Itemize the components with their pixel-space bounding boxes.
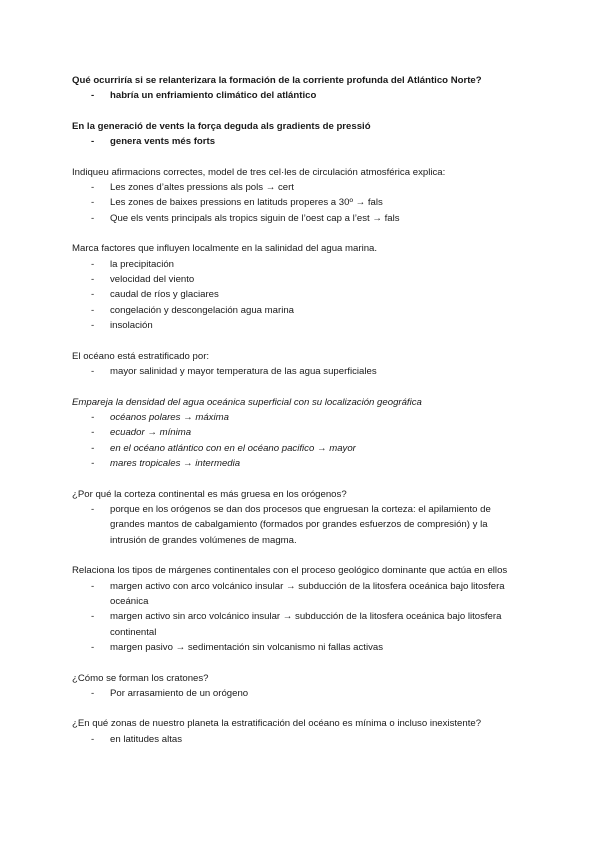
answer-item: - genera vents més forts — [72, 134, 512, 149]
answer-item: - océanos polares → máxima — [72, 410, 512, 425]
answer-list — [72, 502, 512, 548]
answer-item: - porque en los orógenos se dan dos procesos que engruesan la corteza: el apilamiento de grandes mantos de cabalgamiento (formados por grandes esfuerzos de compresión) y la intrusión de grandes volúmenes de magma. — [72, 502, 512, 548]
question-text: ¿En qué zonas de nuestro planeta la estratificación del océano es mínima o incluso inexistente? — [72, 718, 482, 730]
answer-item: - margen activo con arco volcánico insular → subducción de la litosfera oceánica bajo litosfera oceánica — [72, 579, 512, 610]
answer-list — [72, 686, 512, 701]
answer-item: - mares tropicales → intermedia — [72, 456, 512, 471]
question-text: El océano está estratificado por: — [72, 350, 210, 362]
question-text: Relaciona los tipos de márgenes continentales con el proceso geológico dominante que actúa en ellos — [72, 565, 508, 577]
question-block — [72, 487, 512, 549]
question-text: En la generació de vents la força deguda als gradients de pressió — [72, 120, 371, 132]
answer-item: - Que els vents principals als tropics siguin de l’oest cap a l’est → fals — [72, 211, 512, 226]
question-block — [72, 563, 512, 655]
answer-item: - habría un enfriamiento climático del atlántico — [72, 88, 512, 103]
question-block — [72, 716, 512, 747]
answer-item: - caudal de ríos y glaciares — [72, 287, 512, 302]
answer-item: - Les zones d’altes pressions als pols → cert — [72, 180, 512, 195]
answer-item: - mayor salinidad y mayor temperatura de las agua superficiales — [72, 364, 512, 379]
answer-list — [72, 134, 512, 149]
answer-list — [72, 88, 512, 103]
answer-item: - la precipitación — [72, 257, 512, 272]
answer-item: - ecuador → mínima — [72, 425, 512, 440]
answer-list — [72, 180, 512, 226]
answer-item: - margen pasivo → sedimentación sin volcanismo ni fallas activas — [72, 640, 512, 655]
answer-list — [72, 410, 512, 472]
question-block — [72, 349, 512, 380]
question-block — [72, 119, 512, 150]
answer-item: - insolación — [72, 318, 512, 333]
question-block — [72, 671, 512, 702]
question-text: Qué ocurriría si se relanterizara la formación de la corriente profunda del Atlántico Norte? — [72, 75, 482, 86]
answer-item: - Les zones de baixes pressions en latituds properes a 30º → fals — [72, 195, 512, 210]
question-text: ¿Cómo se forman los cratones? — [72, 672, 209, 684]
answer-item: - en el océano atlántico con en el océano pacifico → mayor — [72, 441, 512, 456]
answer-item: - Por arrasamiento de un orógeno — [72, 686, 512, 701]
question-text: Indiqueu afirmacions correctes, model de tres cel·les de circulación atmosférica explica: — [72, 166, 446, 178]
question-block — [72, 241, 512, 333]
answer-item: - congelación y descongelación agua marina — [72, 303, 512, 318]
answer-list — [72, 579, 512, 656]
answer-list — [72, 732, 512, 747]
question-text: Marca factores que influyen localmente en la salinidad del agua marina. — [72, 243, 378, 255]
question-block — [72, 395, 512, 472]
question-text: Empareja la densidad del agua oceánica superficial con su localización geográfica — [72, 396, 422, 408]
answer-item: - en latitudes altas — [72, 732, 512, 747]
answer-list — [72, 257, 512, 334]
question-block — [72, 165, 512, 227]
question-block — [72, 73, 512, 104]
answer-item: - velocidad del viento — [72, 272, 512, 287]
question-text: ¿Por qué la corteza continental es más gruesa en los orógenos? — [72, 488, 347, 500]
answer-list — [72, 364, 512, 379]
answer-item: - margen activo sin arco volcánico insular → subducción de la litosfera oceánica bajo litosfera continental — [72, 609, 512, 640]
document-body — [72, 73, 512, 762]
